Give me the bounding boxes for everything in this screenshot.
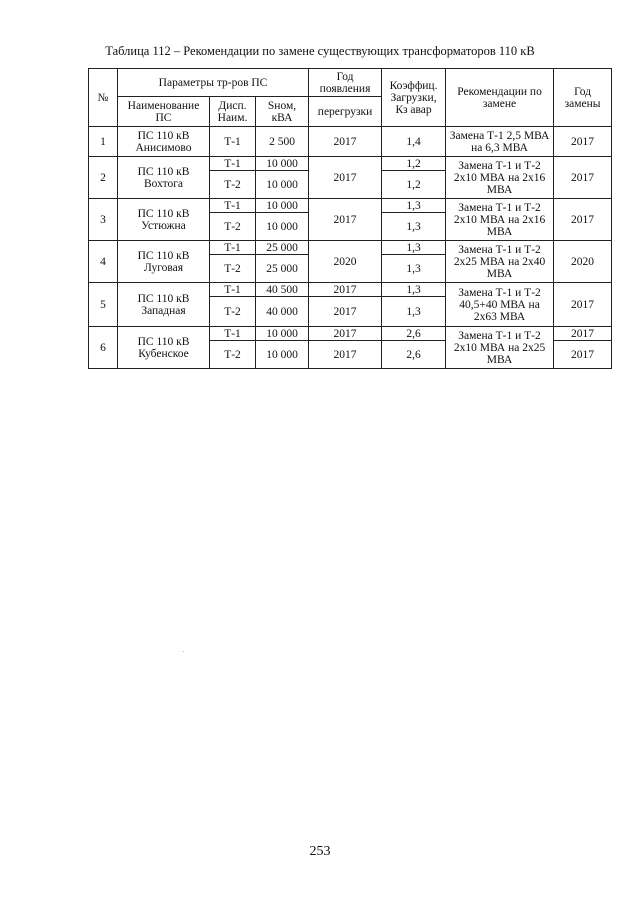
disp-name: Т-2	[210, 255, 256, 283]
page-number: 253	[309, 844, 331, 859]
replace-year: 2017	[554, 341, 612, 369]
load-coef: 1,2	[382, 171, 446, 199]
header-num: №	[89, 69, 118, 127]
disp-name: Т-2	[210, 213, 256, 241]
load-coef: 1,3	[382, 297, 446, 327]
load-coef: 1,3	[382, 283, 446, 297]
header-coef: Коэффиц. Загрузки, Кз авар	[382, 69, 446, 127]
load-coef: 1,3	[382, 241, 446, 255]
recommendation: Замена Т-1 2,5 МВА на 6,3 МВА	[446, 127, 554, 157]
disp-name: Т-1	[210, 199, 256, 213]
table-row	[89, 127, 612, 157]
header-disp: Дисп. Наим.	[210, 97, 256, 127]
load-coef: 1,3	[382, 255, 446, 283]
row-num: 4	[89, 241, 118, 283]
overload-year: 2017	[309, 127, 382, 157]
header-params: Параметры тр-ров ПС	[118, 69, 309, 97]
table-row	[89, 157, 612, 171]
overload-year: 2020	[309, 241, 382, 283]
snom-value: 10 000	[256, 157, 309, 171]
substation-name: ПС 110 кВ Вохтога	[118, 157, 210, 199]
header-recommend: Рекомендации по замене	[446, 69, 554, 127]
table-row	[89, 327, 612, 341]
table-row	[89, 241, 612, 255]
table-caption: Таблица 112 – Рекомендации по замене существующих трансформаторов 110 кВ	[105, 44, 535, 58]
disp-name: Т-2	[210, 171, 256, 199]
row-num: 5	[89, 283, 118, 327]
header-name: Наименование ПС	[118, 97, 210, 127]
disp-name: Т-1	[210, 241, 256, 255]
scan-speck	[183, 651, 184, 652]
recommendation: Замена Т-1 и Т-2 2х25 МВА на 2х40 МВА	[446, 241, 554, 283]
header-year-replace: Год замены	[554, 69, 612, 127]
snom-value: 40 500	[256, 283, 309, 297]
disp-name: Т-1	[210, 283, 256, 297]
snom-value: 25 000	[256, 255, 309, 283]
header-row	[89, 69, 612, 97]
replace-year: 2017	[554, 327, 612, 341]
snom-value: 25 000	[256, 241, 309, 255]
disp-name: Т-1	[210, 327, 256, 341]
replace-year: 2020	[554, 241, 612, 283]
table-row	[89, 199, 612, 213]
overload-year: 2017	[309, 157, 382, 199]
disp-name: Т-1	[210, 157, 256, 171]
load-coef: 2,6	[382, 341, 446, 369]
replace-year: 2017	[554, 199, 612, 241]
disp-name: Т-2	[210, 341, 256, 369]
replace-year: 2017	[554, 127, 612, 157]
table-row	[89, 283, 612, 297]
snom-value: 10 000	[256, 341, 309, 369]
recommendation: Замена Т-1 и Т-2 2х10 МВА на 2х16 МВА	[446, 199, 554, 241]
snom-value: 10 000	[256, 327, 309, 341]
header-year-overload: перегрузки	[309, 97, 382, 127]
substation-name: ПС 110 кВ Луговая	[118, 241, 210, 283]
substation-name: ПС 110 кВ Устюжна	[118, 199, 210, 241]
overload-year: 2017	[309, 297, 382, 327]
overload-year: 2017	[309, 341, 382, 369]
snom-value: 10 000	[256, 171, 309, 199]
row-num: 1	[89, 127, 118, 157]
substation-name: ПС 110 кВ Западная	[118, 283, 210, 327]
substation-name: ПС 110 кВ Анисимово	[118, 127, 210, 157]
transformer-table	[88, 68, 612, 369]
load-coef: 1,3	[382, 213, 446, 241]
recommendation: Замена Т-1 и Т-2 40,5+40 МВА на 2х63 МВА	[446, 283, 554, 327]
overload-year: 2017	[309, 327, 382, 341]
snom-value: 40 000	[256, 297, 309, 327]
load-coef: 2,6	[382, 327, 446, 341]
row-num: 2	[89, 157, 118, 199]
replace-year: 2017	[554, 283, 612, 327]
load-coef: 1,3	[382, 199, 446, 213]
overload-year: 2017	[309, 199, 382, 241]
snom-value: 2 500	[256, 127, 309, 157]
snom-value: 10 000	[256, 213, 309, 241]
overload-year: 2017	[309, 283, 382, 297]
row-num: 3	[89, 199, 118, 241]
header-year-appear: Год появления	[309, 69, 382, 97]
recommendation: Замена Т-1 и Т-2 2х10 МВА на 2х25 МВА	[446, 327, 554, 369]
snom-value: 10 000	[256, 199, 309, 213]
load-coef: 1,4	[382, 127, 446, 157]
substation-name: ПС 110 кВ Кубенское	[118, 327, 210, 369]
recommendation: Замена Т-1 и Т-2 2х10 МВА на 2х16 МВА	[446, 157, 554, 199]
header-snom: Sном, кВА	[256, 97, 309, 127]
load-coef: 1,2	[382, 157, 446, 171]
disp-name: Т-2	[210, 297, 256, 327]
replace-year: 2017	[554, 157, 612, 199]
disp-name: Т-1	[210, 127, 256, 157]
row-num: 6	[89, 327, 118, 369]
